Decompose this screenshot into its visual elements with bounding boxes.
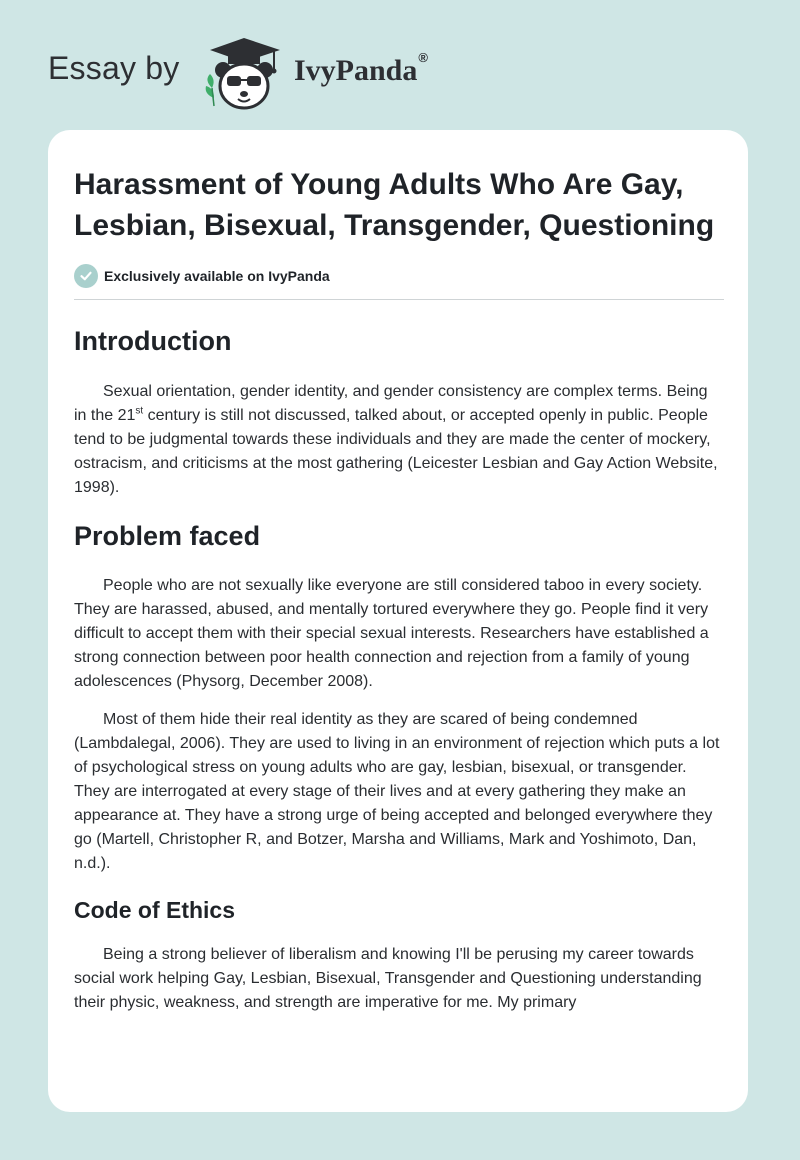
section-heading-code-of-ethics: Code of Ethics bbox=[74, 897, 236, 923]
paragraph: Being a strong believer of liberalism and knowing I'll be perusing my career towards social work helping Gay, Lesbian, Bisexual, Transgender and Questioning understanding their physic, weakness, and strength are imperative for me. My primary bbox=[74, 946, 702, 1011]
paragraph-text: century is still not discussed, talked about, or accepted openly in public. People tend to be judgmental towards these individuals and they are made the center of mockery, ostracism, and criticisms at the most gathering (Leicester Lesbian and Gay Action Website, 1998). bbox=[74, 407, 718, 496]
paragraph: Most of them hide their real identity as they are scared of being condemned (Lambdalegal, 2006). They are used to living in an environment of rejection which puts a lot of psychological stress on young adults who are gay, lesbian, bisexual, or transgender. They are interrogated at every stage of their lives and at every gathering they make an appearance at. They have a strong urge of being accepted and belonged everywhere they go (Martell, Christopher R, and Botzer, Marsha and Williams, Mark and Yoshimoto, Dan, n.d.). bbox=[74, 711, 720, 872]
paragraph-text: Sexual orientation, gender identity, and gender consistency are complex terms. Being in the 21 bbox=[74, 383, 708, 424]
brand-label: IvyPanda bbox=[294, 54, 418, 87]
section-heading-problem-faced: Problem faced bbox=[74, 521, 261, 551]
check-circle-icon bbox=[74, 264, 98, 288]
divider bbox=[74, 299, 724, 300]
panda-graduate-icon[interactable] bbox=[202, 36, 284, 112]
superscript: st bbox=[135, 405, 144, 417]
paragraph: People who are not sexually like everyone are still considered taboo in every society. They are harassed, abused, and mentally tortured everywhere they go. People find it very difficult to accept them with their special sexual interests. Researchers have established a strong connection between poor health connection and rejection from a family of young adolescences (Physorg, December 2008). bbox=[74, 577, 709, 690]
essay-content bbox=[74, 164, 724, 1015]
section-heading-introduction: Introduction bbox=[74, 326, 232, 356]
exclusive-label: Exclusively available on IvyPanda bbox=[104, 268, 330, 284]
essay-by-label: Essay by bbox=[48, 50, 180, 86]
site-header bbox=[48, 36, 568, 112]
brand-name[interactable] bbox=[294, 50, 428, 88]
exclusive-badge bbox=[74, 263, 724, 289]
essay-title: Harassment of Young Adults Who Are Gay, Lesbian, Bisexual, Transgender, Questioning bbox=[74, 168, 715, 242]
registered-mark: ® bbox=[418, 50, 428, 65]
paragraph bbox=[74, 380, 724, 500]
essay-card bbox=[48, 130, 748, 1112]
